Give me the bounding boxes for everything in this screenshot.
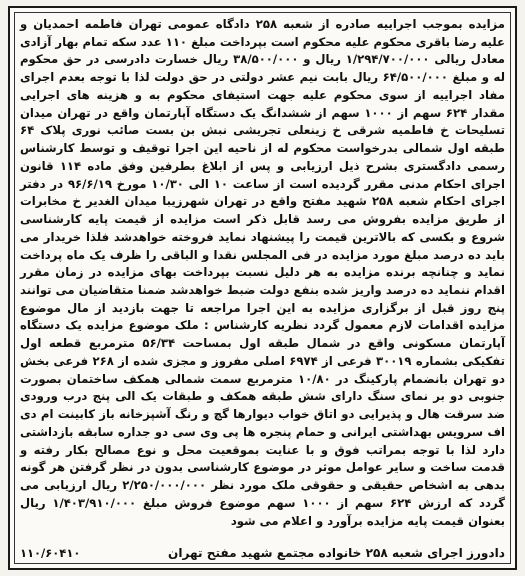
- notice-signature: دادورز اجرای شعبه ۲۵۸ خانواده مجتمع شهید مفتح تهران: [168, 546, 505, 560]
- notice-body-text: مزایده بموجب اجراییه صادره از شعبه ۲۵۸ دادگاه عمومی تهران فاطمه احمدیان و علیه رضا باقری محکوم علیه محکوم است بپرداخت مبلغ ۱۱۰ عدد سکه تمام بهار آزادی معادل ریالی ۱/۲۹۴/۷۰۰/۰۰۰ ریال و ۳۸/۵۰۰/۰۰۰ ریال خسارت دادرسی در حق محکوم له و مبلغ ۶۴/۵۰۰/۰۰۰ ریال بابت نیم عشر دولتی در حق دولت لذا با توجه بعدم اجرای مفاد اجراییه از سوی محکوم علیه جهت استیفای محکوم به و هزینه های اجرایی مقدار ۶۲۴ سهم از ۱۰۰۰ سهم از ششدانگ یک دستگاه آپارتمان واقع در تهران میدان تسلیحات خ فاطمیه شرقی خ زینعلی تجریشی نبش بن بست صائب نوری پلاک ۶۴ طبقه اول شمالی بدرخواست محکوم له از ناحیه این اجرا توقیف و توسط کارشناس رسمی دادگستری بشرح ذیل ارزیابی و پس از ابلاغ بطرفین وفق ماده ۱۱۴ قانون اجرای احکام مدنی مقرر گردیده است از ساعت ۱۰ الی ۱۰/۳۰ مورخ ۹۶/۶/۱۹ در دفتر اجرای احکام شعبه ۲۵۸ شهید مفتح واقع در تهران شهرزیبا میدان الغدیر خ مخابرات از طریق مزایده بفروش می رسد قابل ذکر است مزایده از قیمت پایه کارشناسی شروع و بکسی که بالاترین قیمت را پیشنهاد نماید فروخته خواهدشد فلذا خریدار می باید ده درصد مبلغ مورد مزایده در فی المجلس نقدا و الباقی را ظرف یک ماه پرداخت نماید و چنانچه برنده مزایده به هر دلیل نسبت بپرداخت بهای مزایده در زمان مقرر اقدام ننماید ده درصد واریز شده بنفع دولت ضبط خواهدشد ضمنا متقاضیان می توانند پنج روز قبل از برگزاری مزایده به این اجرا مراجعه تا جهت بازدید از مال موضوع مزایده اقدامات لازم معمول گردد نظریه کارشناس : ملک موضوع مزایده یک دستگاه آپارتمان مسکونی واقع در شمال طبقه اول بمساحت ۵۶/۳۴ مترمربع قطعه اول تفکیکی بشماره ۳۰۰۱۹ فرعی از ۶۹۷۴ اصلی مفروز و مجزی شده از ۲۶۸ فرعی بخش دو تهران بانضمام پارکینگ در ۱۰/۸۰ مترمربع سمت شمالی همکف ساختمان بصورت جنوبی دو بر نمای سنگ دارای شش طبقه همکف و طبقات یک الی پنج درب ورودی ضد سرقت هال و پذیرایی دو اتاق خواب دیوارها گچ و رنگ آشپزخانه باز کابینت ام دی اف سرویس بهداشتی ایرانی و حمام پنجره ها پی وی سی دو جداره سابقه بازداشتی دارد لذا با توجه بمراتب فوق و با عنایت بموقعیت محل و نوع مصالح بکار رفته و قدمت ساخت و سایر عوامل موثر در موضوع کارشناسی بدون در نظر گرفتن هر گونه بدهی به اشخاص حقیقی و حقوقی ملک مورد نظر ۲/۲۵۰/۰۰۰/۰۰۰ ریال ارزیابی می گردد که ارزش ۶۲۴ سهم از ۱۰۰۰ سهم موضوع فروش مبلغ ۱/۴۰۳/۹۱۰/۰۰۰ ریال بعنوان قیمت پایه مزایده برآورد و اعلام می شود: [20, 17, 506, 528]
- auction-notice: [8, 6, 517, 570]
- notice-code: ۱۱۰/۶۰۴۱۰: [20, 546, 81, 560]
- notice-footer: [20, 544, 505, 562]
